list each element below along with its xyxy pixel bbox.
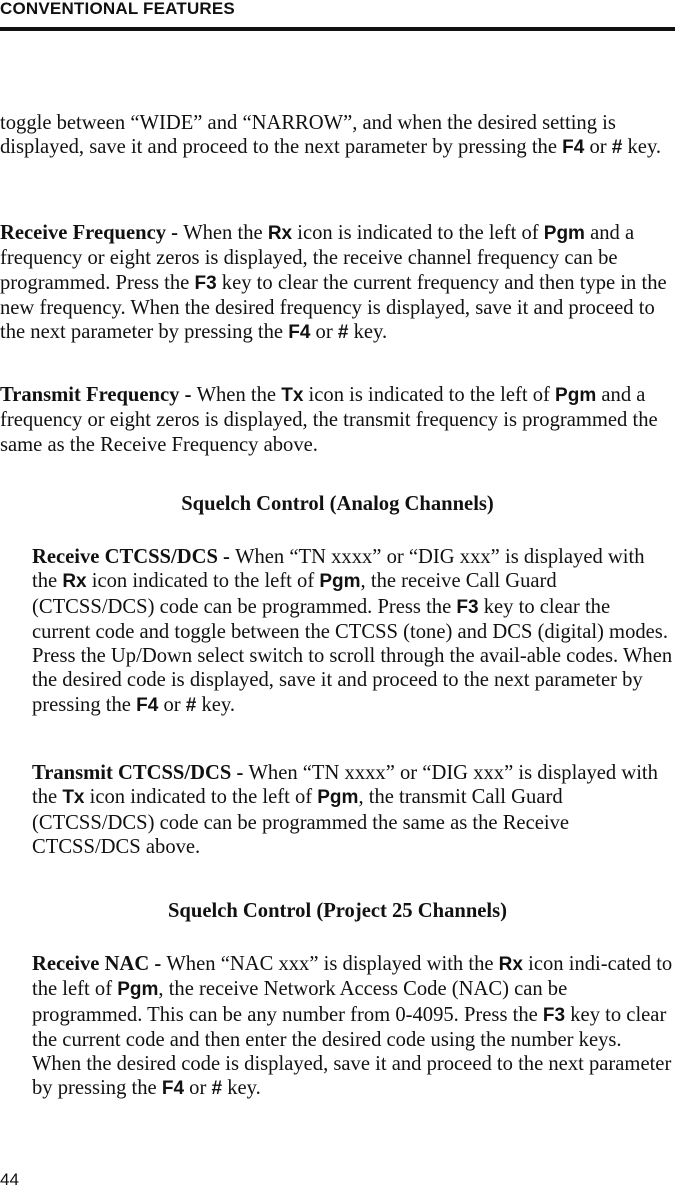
running-header-title: CONVENTIONAL FEATURES: [0, 0, 235, 18]
key-tx: Tx: [281, 385, 304, 406]
paragraph-transmit-ctcss-dcs: Transmit CTCSS/DCS - When “TN xxxx” or “DIG xxx” is displayed with the Tx icon indicated to the left of Pgm, the transmit Call Guard (CTCSS/DCS) code can be programmed the same as the Receive CTCSS/DCS above.: [32, 762, 658, 858]
key-hash: #: [185, 694, 197, 716]
key-f4: F4: [288, 322, 311, 344]
page-header: [0, 0, 675, 34]
key-pgm: Pgm: [555, 385, 597, 406]
paragraph-wide-narrow: toggle between “WIDE” and “NARROW”, and when the desired setting is displayed, save it and proceed to the next parameter by pressing the F4 or # key.: [0, 112, 662, 159]
term-receive-frequency: Receive Frequency -: [0, 222, 184, 244]
key-pgm: Pgm: [319, 571, 361, 593]
term-transmit-ctcss-dcs: Transmit CTCSS/DCS -: [32, 762, 249, 784]
header-rule: [0, 27, 675, 31]
key-hash: #: [337, 322, 349, 344]
key-f4: F4: [161, 1078, 185, 1100]
term-receive-nac: Receive NAC -: [32, 953, 167, 975]
key-pgm: Pgm: [117, 979, 159, 1001]
key-f4: F4: [136, 694, 159, 716]
term-receive-ctcss-dcs: Receive CTCSS/DCS -: [32, 546, 236, 568]
key-hash: #: [611, 137, 623, 159]
term-transmit-frequency: Transmit Frequency -: [0, 384, 197, 406]
paragraph-receive-nac: Receive NAC - When “NAC xxx” is displayed with the Rx icon indi-cated to the left of Pgm, the receive Network Access Code (NAC) can be programmed. This can be any number from 0-4095. Press the F3 key to clear the current code and then enter the desired code using the number keys. When the desired code is displayed, save it and proceed to the next parameter by pressing the F4 or # key.: [32, 953, 673, 1100]
heading-squelch-analog: Squelch Control (Analog Channels): [181, 493, 494, 515]
key-f3: F3: [542, 1004, 566, 1026]
key-rx: Rx: [62, 571, 87, 593]
key-f3: F3: [456, 596, 479, 618]
key-f3: F3: [194, 272, 217, 294]
paragraph-receive-ctcss-dcs: Receive CTCSS/DCS - When “TN xxxx” or “DIG xxx” is displayed with the Rx icon indicated to the left of Pgm, the receive Call Guard (CTCSS/DCS) code can be programmed. Press the F3 key to clear the current code and toggle between the CTCSS (tone) and DCS (digital) modes. Press the Up/Down select switch to scroll through the avail-able codes. When the desired code is displayed, save it and proceed to the next parameter by pressing the F4 or # key.: [32, 546, 673, 716]
page-number: 44: [0, 1170, 19, 1189]
key-pgm: Pgm: [317, 787, 359, 809]
key-f4: F4: [562, 137, 585, 159]
key-pgm: Pgm: [543, 223, 585, 244]
key-hash: #: [211, 1078, 223, 1100]
paragraph-transmit-frequency: Transmit Frequency - When the Tx icon is indicated to the left of Pgm and a frequency or eight zeros is displayed, the transmit frequency is programmed the same as the Receive Frequency above.: [0, 384, 658, 456]
key-rx: Rx: [267, 223, 293, 244]
key-rx: Rx: [498, 954, 523, 975]
key-tx: Tx: [62, 787, 85, 809]
paragraph-receive-frequency: Receive Frequency - When the Rx icon is indicated to the left of Pgm and a frequency or eight zeros is displayed, the receive channel frequency can be programmed. Press the F3 key to clear the current frequency and then type in the new frequency. When the desired frequency is displayed, save it and proceed to the next parameter by pressing the F4 or # key.: [0, 222, 667, 344]
heading-squelch-p25: Squelch Control (Project 25 Channels): [167, 900, 508, 922]
